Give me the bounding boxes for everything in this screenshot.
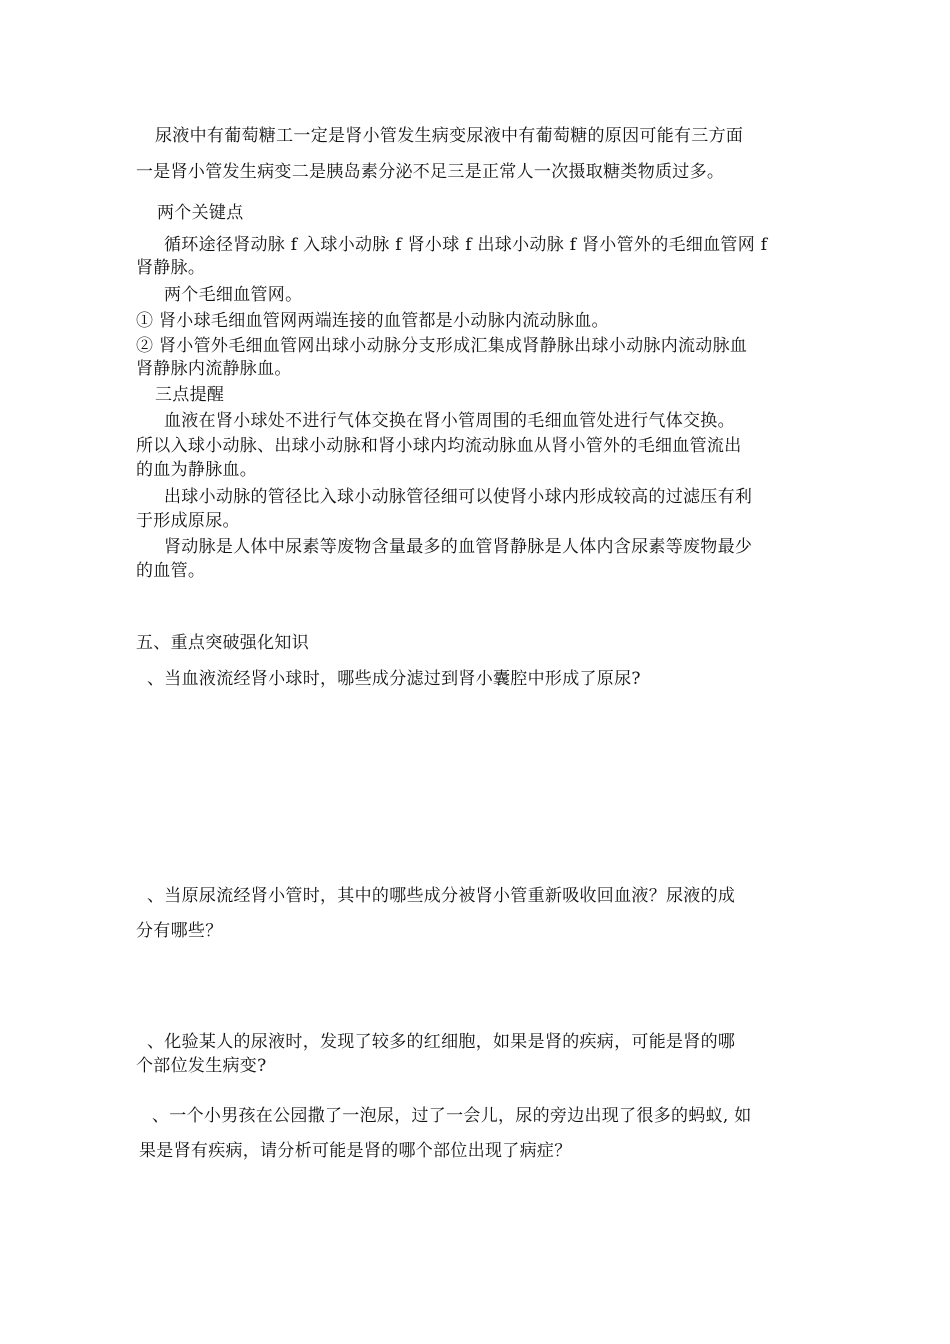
list-item: ② 肾小管外毛细血管网出球小动脉分支形成汇集成肾静脉出球小动脉内流动脉血 xyxy=(136,336,748,356)
paragraph-line: 所以入球小动脉、出球小动脉和肾小球内均流动脉血从肾小管外的毛细血管流出 xyxy=(136,436,742,456)
section-heading: 三点提醒 xyxy=(155,385,225,405)
question: 、当原尿流经肾小管时，其中的哪些成分被肾小管重新吸收回血液？尿液的成 xyxy=(147,886,736,906)
paragraph-line: 肾动脉是人体中尿素等废物含量最多的血管肾静脉是人体内含尿素等废物最少 xyxy=(164,537,753,557)
paragraph-line: 一是肾小管发生病变二是胰岛素分泌不足三是正常人一次摄取糖类物质过多。 xyxy=(136,162,725,182)
paragraph-line: 的血为静脉血。 xyxy=(136,460,258,480)
list-item: ① 肾小球毛细血管网两端连接的血管都是小动脉内流动脉血。 xyxy=(136,311,609,331)
section-heading: 五、重点突破强化知识 xyxy=(136,633,309,653)
paragraph-line: 尿液中有葡萄糖工一定是肾小管发生病变尿液中有葡萄糖的原因可能有三方面 xyxy=(155,126,744,146)
question-continuation: 个部位发生病变? xyxy=(136,1056,267,1076)
question: 、一个小男孩在公园撒了一泡尿，过了一会儿，尿的旁边出现了很多的蚂蚁, 如 xyxy=(152,1106,752,1126)
paragraph-line: 于形成原尿。 xyxy=(136,511,240,531)
paragraph-line: 肾静脉。 xyxy=(136,258,206,278)
subheading: 两个毛细血管网。 xyxy=(164,285,303,305)
question-continuation: 果是肾有疾病，请分析可能是肾的哪个部位出现了病症？ xyxy=(139,1141,572,1161)
question: 、化验某人的尿液时，发现了较多的红细胞，如果是肾的疾病，可能是肾的哪 xyxy=(147,1032,736,1052)
list-item-continuation: 肾静脉内流静脉血。 xyxy=(136,359,292,379)
paragraph-line: 血液在肾小球处不进行气体交换在肾小管周围的毛细血管处进行气体交换。 xyxy=(164,411,735,431)
paragraph-line: 出球小动脉的管径比入球小动脉管径细可以使肾小球内形成较高的过滤压有利 xyxy=(164,487,753,507)
section-heading: 两个关键点 xyxy=(157,203,244,223)
question: 、当血液流经肾小球时，哪些成分滤过到肾小囊腔中形成了原尿? xyxy=(147,669,641,689)
paragraph-line: 的血管。 xyxy=(136,561,206,581)
paragraph-line: 循环途径肾动脉 f 入球小动脉 f 肾小球 f 出球小动脉 f 肾小管外的毛细血管网 f xyxy=(164,235,768,255)
question-continuation: 分有哪些？ xyxy=(136,921,223,941)
